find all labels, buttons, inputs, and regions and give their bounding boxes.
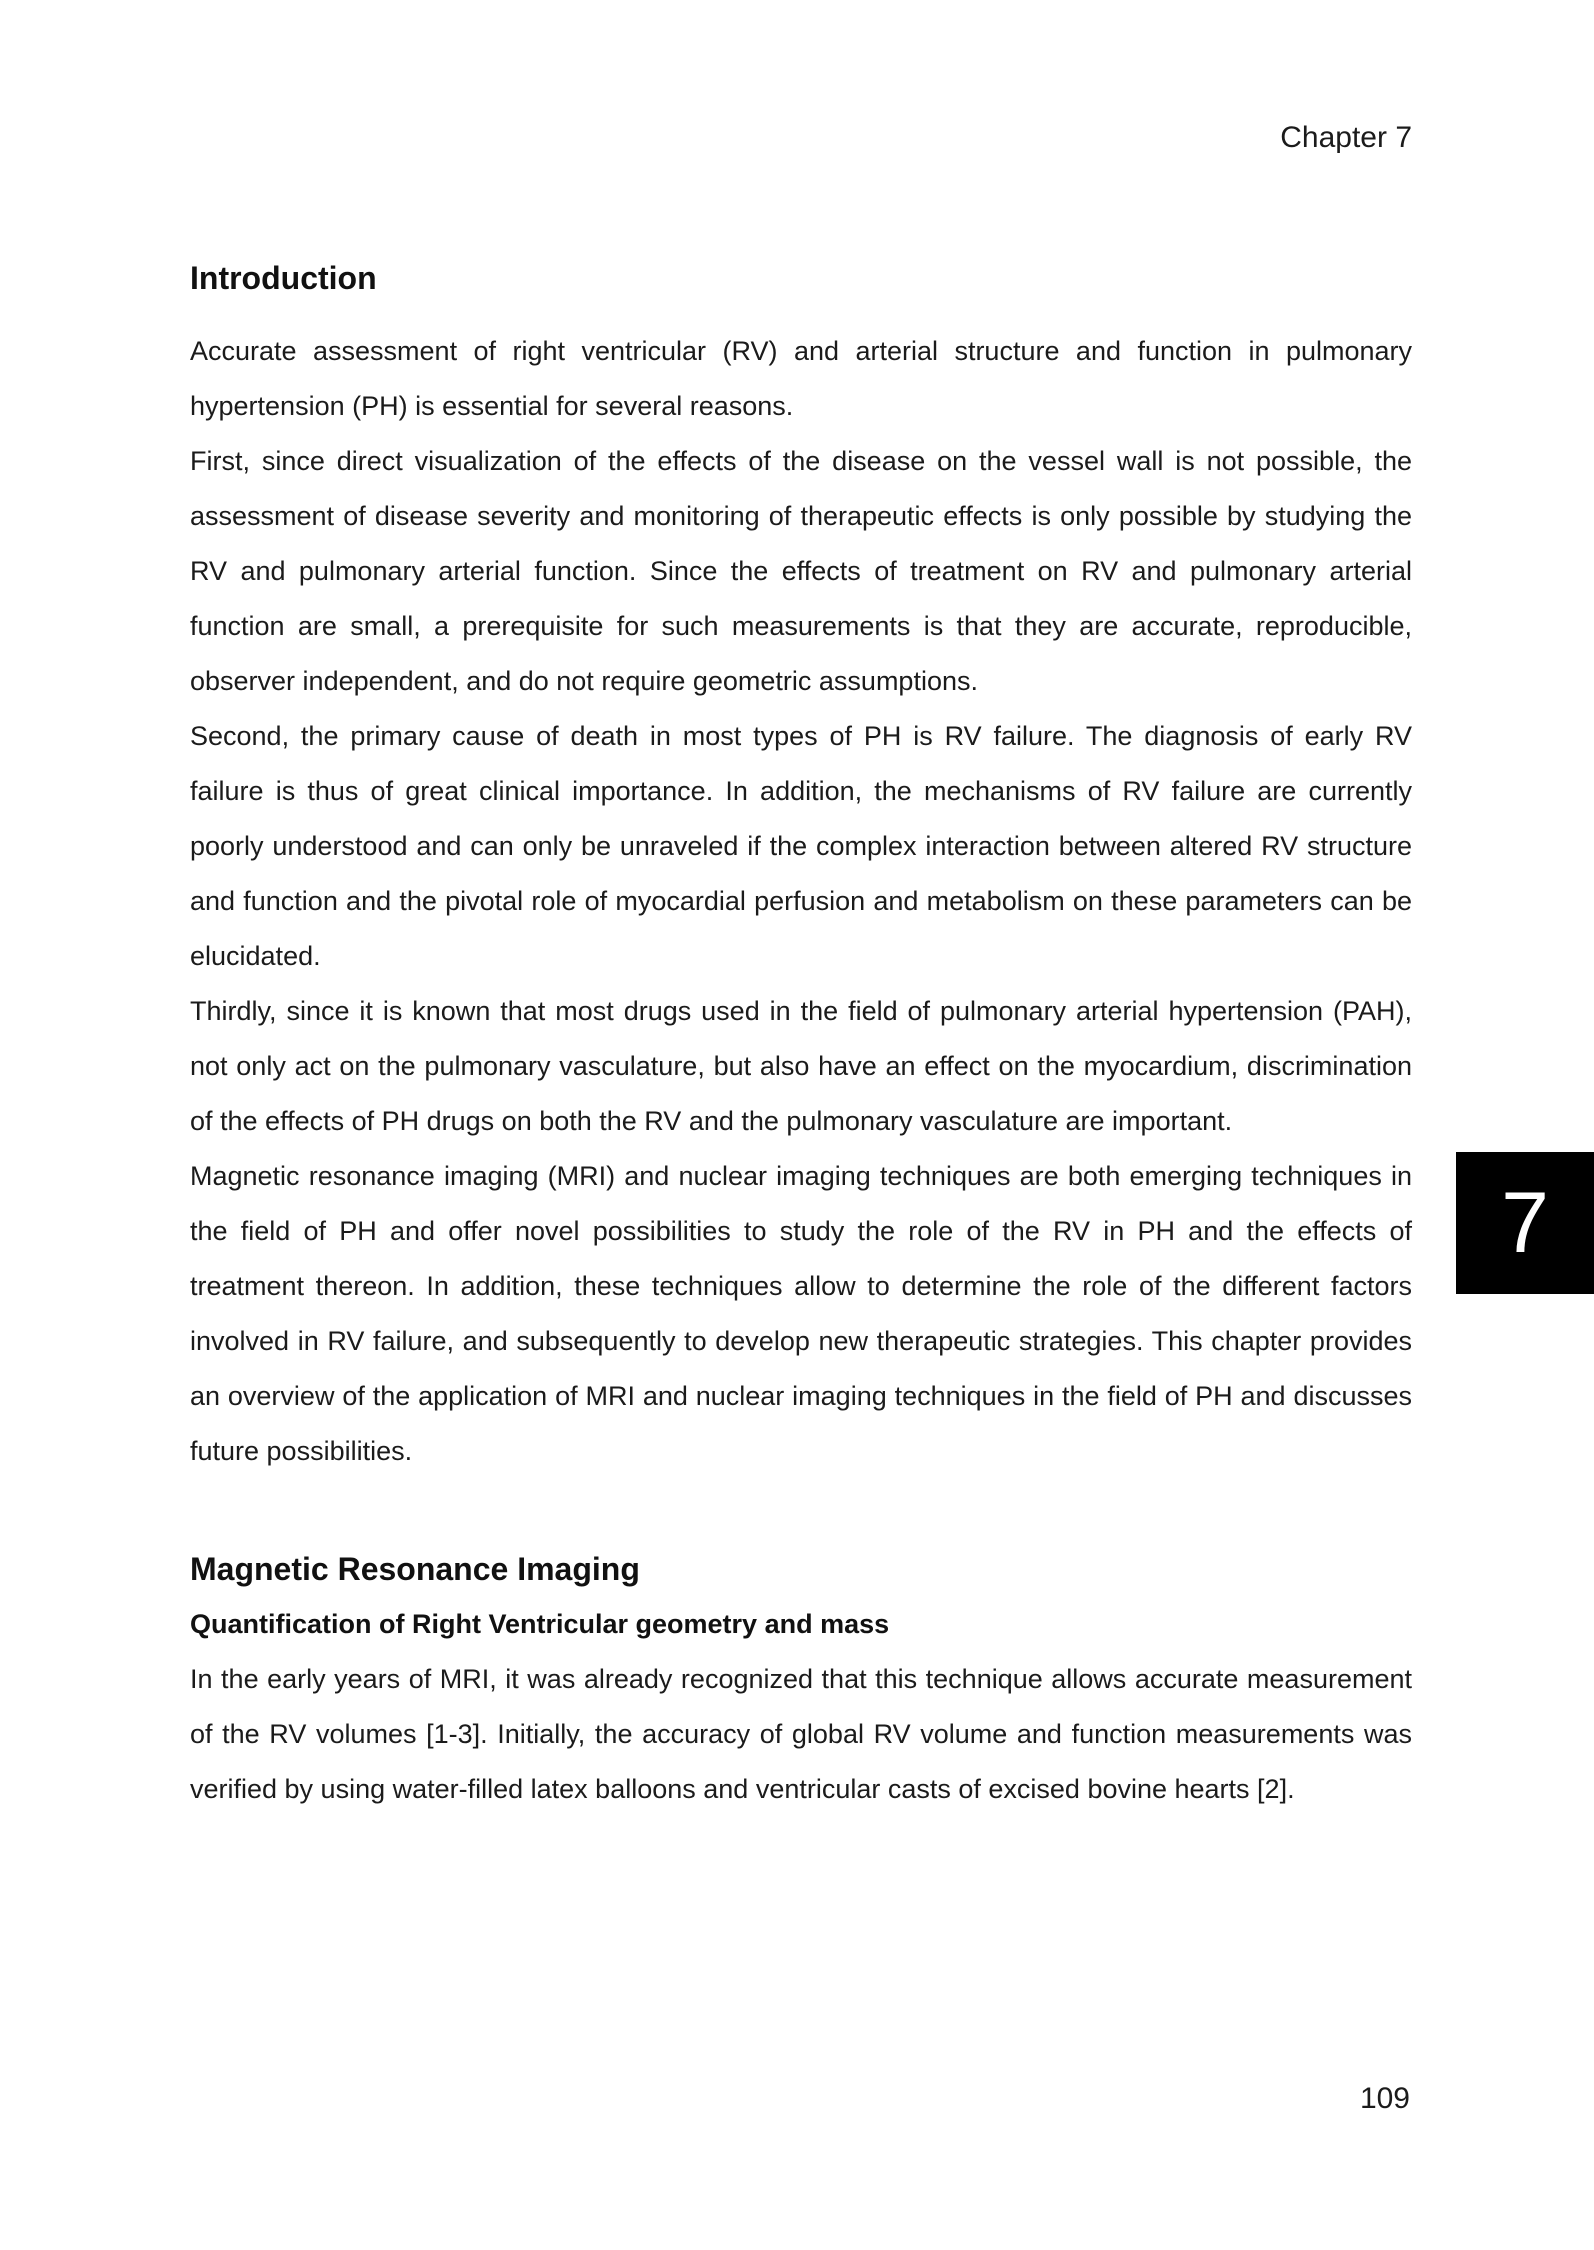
- section-heading-introduction: Introduction: [190, 260, 377, 296]
- section-heading-mri: Magnetic Resonance Imaging: [190, 1551, 640, 1587]
- page-number: 109: [1359, 2082, 1410, 2115]
- paragraph-intro-1: Accurate assessment of right ventricular (RV) and arterial structure and function in pulmonary hypertension (PH) is essential for several reasons.: [190, 336, 1412, 421]
- paragraph-intro-3: Second, the primary cause of death in most types of PH is RV failure. The diagnosis of early RV failure is thus of great clinical importance. In addition, the mechanisms of RV failure are currently poorly understood and can only be unraveled if the complex interaction between altered RV structure and function and the pivotal role of myocardial perfusion and metabolism on these parameters can be elucidated.: [190, 721, 1412, 971]
- subsection-heading-quantification: Quantification of Right Ventricular geometry and mass: [190, 1609, 890, 1639]
- page-content: [190, 0, 1412, 1817]
- paragraph-intro-4: Thirdly, since it is known that most drugs used in the field of pulmonary arterial hypertension (PAH), not only act on the pulmonary vasculature, but also have an effect on the myocardium, discrimination of the effects of PH drugs on both the RV and the pulmonary vasculature are important.: [190, 996, 1412, 1136]
- paragraph-intro-5: Magnetic resonance imaging (MRI) and nuclear imaging techniques are both emerging techniques in the field of PH and offer novel possibilities to study the role of the RV in PH and the effects of treatment thereon. In addition, these techniques allow to determine the role of the different factors involved in RV failure, and subsequently to develop new therapeutic strategies. This chapter provides an overview of the application of MRI and nuclear imaging techniques in the field of PH and discusses future possibilities.: [190, 1161, 1412, 1466]
- paragraph-mri-1: In the early years of MRI, it was already recognized that this technique allows accurate measurement of the RV volumes [1-3]. Initially, the accuracy of global RV volume and function measurements was verified by using water-filled latex balloons and ventricular casts of excised bovine hearts [2].: [190, 1664, 1412, 1804]
- chapter-header: Chapter 7: [1280, 121, 1412, 154]
- paragraph-intro-2: First, since direct visualization of the effects of the disease on the vessel wall is not possible, the assessment of disease severity and monitoring of therapeutic effects is only possible by studying the RV and pulmonary arterial function. Since the effects of treatment on RV and pulmonary arterial function are small, a prerequisite for such measurements is that they are accurate, reproducible, observer independent, and do not require geometric assumptions.: [190, 446, 1412, 696]
- chapter-tab: [1456, 1152, 1594, 1294]
- chapter-tab-number: 7: [1501, 1174, 1549, 1271]
